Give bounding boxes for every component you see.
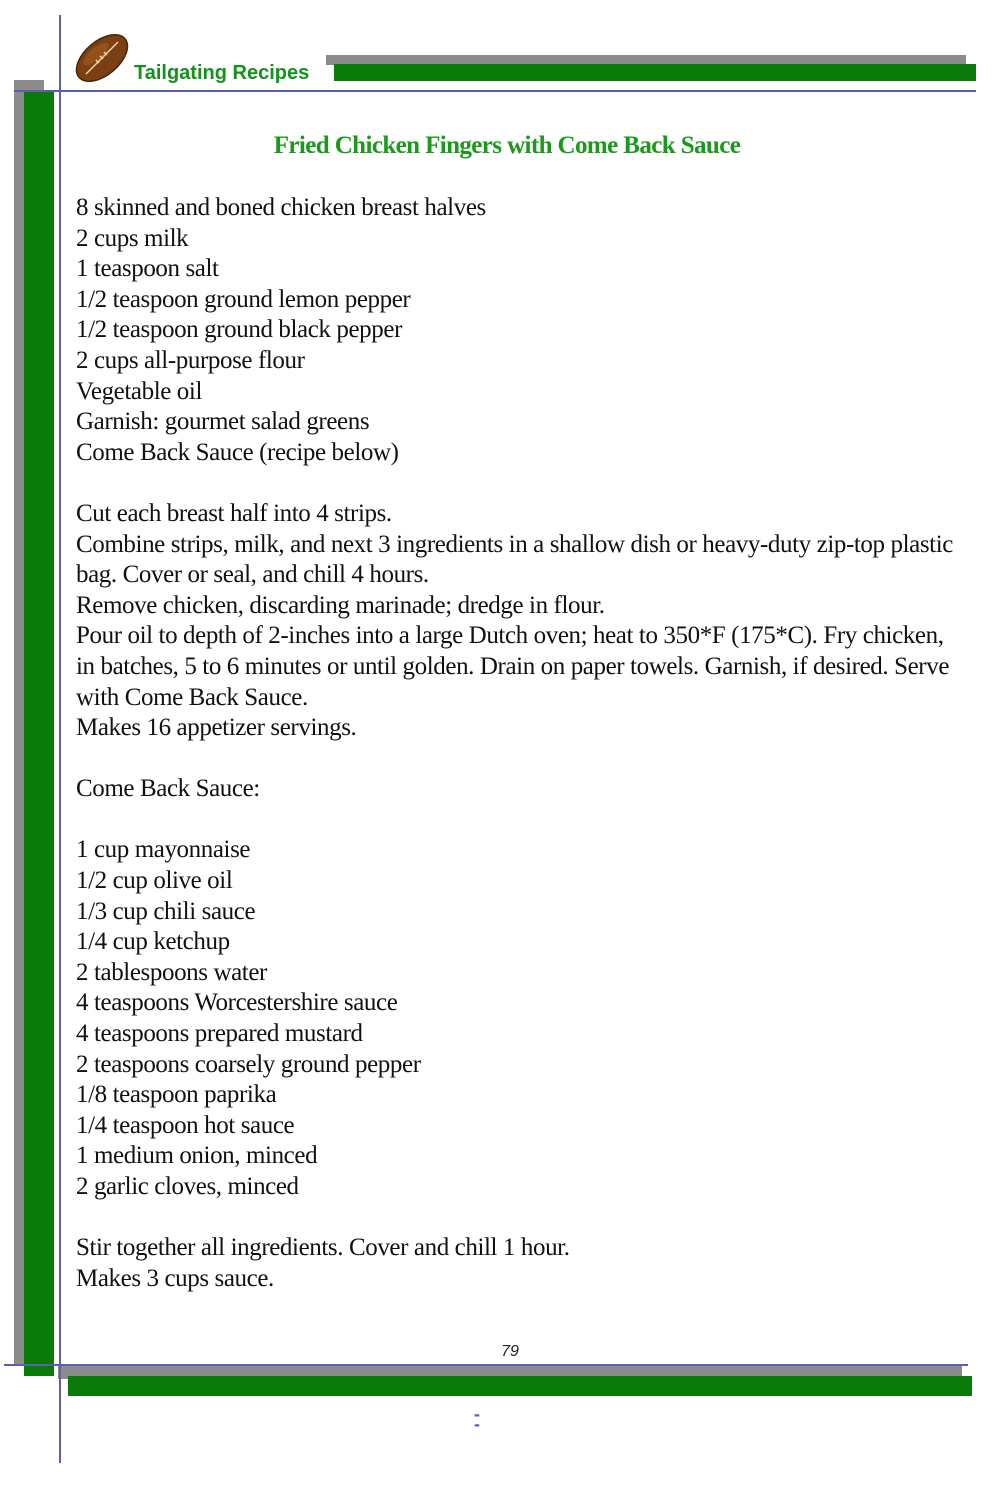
spacer bbox=[76, 805, 956, 836]
sauce-ingredient-item: 1/2 cup olive oil bbox=[76, 867, 233, 895]
sauce-ingredient-list bbox=[76, 835, 956, 1202]
sauce-ingredient-item: 4 teaspoons prepared mustard bbox=[76, 1020, 363, 1048]
sauce-direction-step: Stir together all ingredients. Cover and chill 1 hour. bbox=[76, 1234, 570, 1262]
left-rule-line bbox=[59, 15, 61, 1463]
ingredient-item: 1 teaspoon salt bbox=[76, 255, 219, 283]
sauce-ingredient-item: 2 garlic cloves, minced bbox=[76, 1173, 299, 1200]
sauce-ingredient-item: 1 cup mayonnaise bbox=[76, 836, 251, 864]
sauce-heading: Come Back Sauce: bbox=[76, 775, 260, 803]
spacer bbox=[76, 744, 956, 775]
bottom-green-bar bbox=[68, 1376, 972, 1396]
sauce-directions bbox=[76, 1233, 956, 1294]
sauce-ingredient-item: 2 teaspoons coarsely ground pepper bbox=[76, 1050, 421, 1078]
sauce-yield-note: Makes 3 cups sauce. bbox=[76, 1264, 274, 1292]
direction-step: Pour oil to depth of 2-inches into a large Dutch oven; heat to 350*F (175*C). Fry chicken, in batches, 5 to 6 minutes or until golden. Drain on paper towels. Garnish, if desired. Serve with Come Back Sauce. bbox=[76, 622, 950, 711]
ingredient-item: 2 cups all-purpose flour bbox=[76, 346, 305, 374]
header-title: Tailgating Recipes bbox=[134, 62, 310, 84]
servings-note: Makes 16 appetizer servings. bbox=[76, 714, 357, 742]
ingredient-item: 2 cups milk bbox=[76, 224, 189, 252]
page-number: 79 bbox=[501, 1343, 519, 1360]
sauce-ingredient-item: 1 medium onion, minced bbox=[76, 1142, 318, 1170]
sauce-ingredient-item: 1/4 cup ketchup bbox=[76, 928, 230, 956]
direction-step: Remove chicken, discarding marinade; dredge in flour. bbox=[76, 591, 605, 619]
left-green-bar bbox=[24, 92, 54, 1376]
recipe-content bbox=[76, 193, 956, 1294]
directions-list bbox=[76, 499, 956, 744]
ingredient-item: 1/2 teaspoon ground black pepper bbox=[76, 316, 402, 344]
direction-step: Cut each breast half into 4 strips. bbox=[76, 499, 392, 527]
ingredient-item: Vegetable oil bbox=[76, 377, 203, 405]
recipe-title: Fried Chicken Fingers with Come Back Sauce bbox=[273, 132, 741, 159]
ingredient-item: Garnish: gourmet salad greens bbox=[76, 408, 370, 436]
top-green-bar bbox=[334, 64, 976, 81]
top-rule-line bbox=[14, 90, 976, 92]
ingredient-item: Come Back Sauce (recipe below) bbox=[76, 438, 399, 466]
sauce-ingredient-item: 1/4 teaspoon hot sauce bbox=[76, 1111, 295, 1139]
ingredient-item: 1/2 teaspoon ground lemon pepper bbox=[76, 285, 411, 313]
football-icon bbox=[72, 28, 132, 88]
ingredient-item: 8 skinned and boned chicken breast halves bbox=[76, 194, 486, 221]
spacer bbox=[76, 468, 956, 499]
sauce-ingredient-item: 1/3 cup chili sauce bbox=[76, 897, 256, 925]
bottom-rule-line bbox=[4, 1364, 968, 1366]
sauce-ingredient-item: 4 teaspoons Worcestershire sauce bbox=[76, 989, 398, 1017]
direction-step: Combine strips, milk, and next 3 ingredients in a shallow dish or heavy-duty zip-top plastic bag. Cover or seal, and chill 4 hours. bbox=[76, 530, 953, 589]
ingredient-list bbox=[76, 193, 956, 468]
sauce-ingredient-item: 2 tablespoons water bbox=[76, 958, 267, 986]
footer-dashes: - - bbox=[474, 1404, 488, 1434]
spacer bbox=[76, 1203, 956, 1234]
sauce-ingredient-item: 1/8 teaspoon paprika bbox=[76, 1081, 277, 1109]
